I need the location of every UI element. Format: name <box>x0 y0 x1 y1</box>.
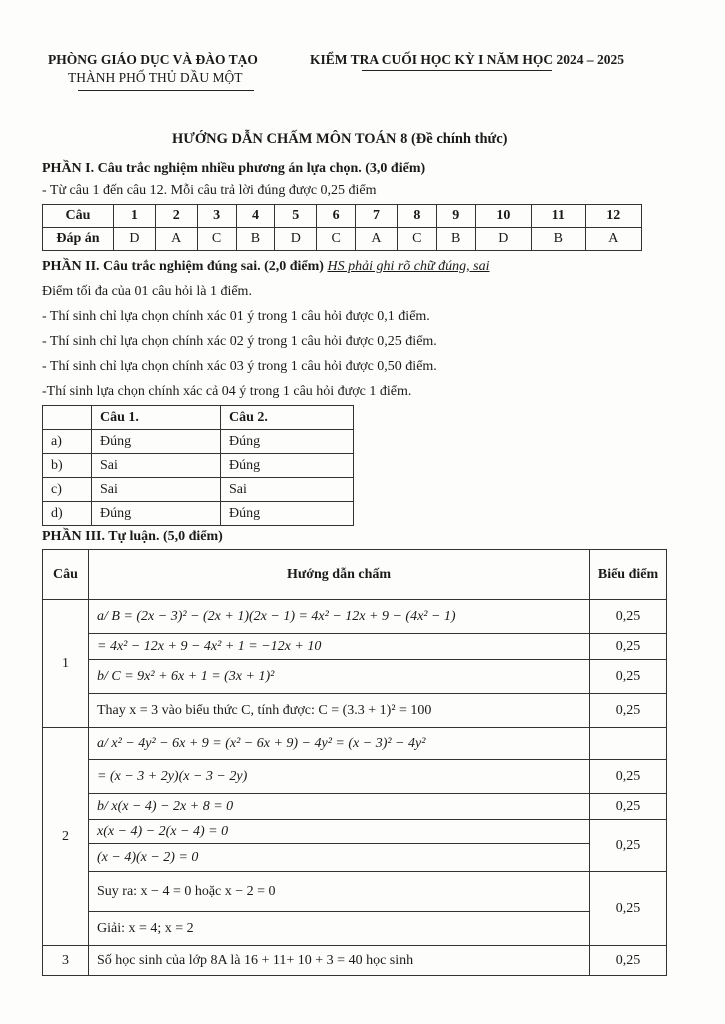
q1-answer: Đúng <box>92 430 221 454</box>
question-number-cell: 2 <box>155 205 197 228</box>
table-row <box>43 430 354 454</box>
row-label-question: Câu <box>43 205 114 228</box>
table-row <box>43 550 667 600</box>
table-row <box>43 728 667 760</box>
answer-cell: D <box>275 228 317 251</box>
step-score: 0,25 <box>590 760 667 794</box>
table-row <box>43 660 667 694</box>
part3-grading-table <box>42 549 667 976</box>
answer-cell: B <box>532 228 586 251</box>
guide-step: Suy ra: x − 4 = 0 hoặc x − 2 = 0 <box>89 872 590 912</box>
item-label: b) <box>43 454 92 478</box>
table-row <box>43 760 667 794</box>
answer-cell: B <box>436 228 475 251</box>
question-number-cell: 3 <box>197 205 236 228</box>
question-number-cell: 10 <box>475 205 531 228</box>
header-right-rule <box>362 70 552 71</box>
question-number-cell: 7 <box>356 205 398 228</box>
table-row <box>43 794 667 820</box>
step-score: 0,25 <box>590 872 667 946</box>
part2-rule-4: - Thí sinh chỉ lựa chọn chính xác 03 ý trong 1 câu hỏi được 0,50 điểm. <box>42 359 437 374</box>
part2-heading-line <box>42 259 490 275</box>
q1-answer: Đúng <box>92 502 221 526</box>
table-row <box>43 406 354 430</box>
part2-rule-5: -Thí sinh lựa chọn chính xác cả 04 ý trong 1 câu hỏi được 1 điểm. <box>42 384 412 399</box>
answer-cell: A <box>585 228 642 251</box>
answer-cell: A <box>356 228 398 251</box>
guide-step: x(x − 4) − 2(x − 4) = 0 <box>89 820 590 844</box>
step-score-empty <box>590 728 667 760</box>
guide-step: Số học sinh của lớp 8A là 16 + 11+ 10 + 3 = 40 học sinh <box>89 946 590 976</box>
col-header-question: Câu <box>43 550 89 600</box>
step-score: 0,25 <box>590 820 667 872</box>
guide-step: (x − 4)(x − 2) = 0 <box>89 844 590 872</box>
guide-step: = (x − 3 + 2y)(x − 3 − 2y) <box>89 760 590 794</box>
table-row <box>43 454 354 478</box>
q1-answer: Sai <box>92 478 221 502</box>
part3-heading: PHẦN III. Tự luận. (5,0 điểm) <box>42 529 223 544</box>
guide-step: a/ x² − 4y² − 6x + 9 = (x² − 6x + 9) − 4y² = (x − 3)² − 4y² <box>89 728 590 760</box>
table-row <box>43 694 667 728</box>
col-header-q2: Câu 2. <box>221 406 354 430</box>
item-label: c) <box>43 478 92 502</box>
question-number: 3 <box>43 946 89 976</box>
guide-step: = 4x² − 12x + 9 − 4x² + 1 = −12x + 10 <box>89 634 590 660</box>
step-score: 0,25 <box>590 634 667 660</box>
part2-heading: PHẦN II. Câu trắc nghiệm đúng sai. (2,0 điểm) <box>42 259 324 274</box>
table-row <box>43 634 667 660</box>
col-header-guide: Hướng dẫn chấm <box>89 550 590 600</box>
department-name: PHÒNG GIÁO DỤC VÀ ĐÀO TẠO <box>48 52 258 67</box>
table-row <box>43 478 354 502</box>
answer-cell: B <box>236 228 275 251</box>
step-score: 0,25 <box>590 694 667 728</box>
answer-cell: C <box>397 228 436 251</box>
table-row <box>43 844 667 872</box>
answer-cell: D <box>475 228 531 251</box>
part2-answer-table <box>42 405 354 526</box>
item-label: a) <box>43 430 92 454</box>
q2-answer: Đúng <box>221 430 354 454</box>
part1-heading: PHẦN I. Câu trắc nghiệm nhiều phương án lựa chọn. (3,0 điểm) <box>42 161 426 176</box>
table-row <box>43 205 642 228</box>
question-number-cell: 12 <box>585 205 642 228</box>
table-row <box>43 600 667 634</box>
answer-cell: A <box>155 228 197 251</box>
question-number-cell: 9 <box>436 205 475 228</box>
part2-heading-note: HS phải ghi rõ chữ đúng, sai <box>327 259 490 274</box>
question-number: 2 <box>43 728 89 946</box>
answer-cell: C <box>197 228 236 251</box>
table-row <box>43 228 642 251</box>
part2-rule-3: - Thí sinh chỉ lựa chọn chính xác 02 ý trong 1 câu hỏi được 0,25 điểm. <box>42 334 437 349</box>
part1-answer-table <box>42 204 642 251</box>
question-number-cell: 8 <box>397 205 436 228</box>
header-left-rule <box>78 90 254 91</box>
col-header-q1: Câu 1. <box>92 406 221 430</box>
question-number: 1 <box>43 600 89 728</box>
document-title: HƯỚNG DẪN CHẤM MÔN TOÁN 8 (Đề chính thức) <box>172 131 508 147</box>
table-row <box>43 912 667 946</box>
guide-step: Thay x = 3 vào biểu thức C, tính được: C = (3.3 + 1)² = 100 <box>89 694 590 728</box>
guide-step: b/ x(x − 4) − 2x + 8 = 0 <box>89 794 590 820</box>
q2-answer: Sai <box>221 478 354 502</box>
q1-answer: Sai <box>92 454 221 478</box>
row-label-answer: Đáp án <box>43 228 114 251</box>
step-score: 0,25 <box>590 600 667 634</box>
question-number-cell: 1 <box>114 205 156 228</box>
corner-cell <box>43 406 92 430</box>
q2-answer: Đúng <box>221 454 354 478</box>
step-score: 0,25 <box>590 794 667 820</box>
part2-rule-1: Điểm tối đa của 01 câu hỏi là 1 điểm. <box>42 284 252 299</box>
question-number-cell: 5 <box>275 205 317 228</box>
part1-note: - Từ câu 1 đến câu 12. Mỗi câu trả lời đúng được 0,25 điểm <box>42 183 377 198</box>
question-number-cell: 4 <box>236 205 275 228</box>
guide-step: a/ B = (2x − 3)² − (2x + 1)(2x − 1) = 4x² − 12x + 9 − (4x² − 1) <box>89 600 590 634</box>
answer-cell: C <box>317 228 356 251</box>
question-number-cell: 6 <box>317 205 356 228</box>
table-row <box>43 502 354 526</box>
item-label: d) <box>43 502 92 526</box>
step-score: 0,25 <box>590 660 667 694</box>
guide-step: b/ C = 9x² + 6x + 1 = (3x + 1)² <box>89 660 590 694</box>
exam-title: KIỂM TRA CUỐI HỌC KỲ I NĂM HỌC 2024 – 2025 <box>310 52 625 67</box>
table-row <box>43 872 667 912</box>
table-row <box>43 820 667 844</box>
table-row <box>43 946 667 976</box>
q2-answer: Đúng <box>221 502 354 526</box>
part2-rule-2: - Thí sinh chỉ lựa chọn chính xác 01 ý trong 1 câu hỏi được 0,1 điểm. <box>42 309 430 324</box>
col-header-score: Biểu điểm <box>590 550 667 600</box>
answer-cell: D <box>114 228 156 251</box>
question-number-cell: 11 <box>532 205 586 228</box>
guide-step: Giải: x = 4; x = 2 <box>89 912 590 946</box>
step-score: 0,25 <box>590 946 667 976</box>
city-name: THÀNH PHỐ THỦ DẦU MỘT <box>68 70 243 85</box>
